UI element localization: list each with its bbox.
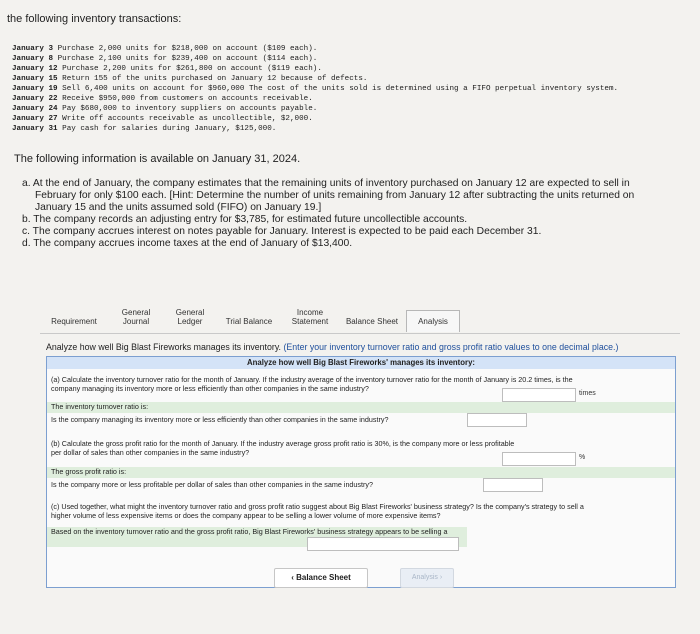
question-c: (c) Used together, what might the inventory turnover ratio and gross profit ratio suggest about Big Blast Fireworks' business strategy? Is the company's strategy to sell a higher volume of less expensive items or does the company appear to be selling a lower volume of more expensive items? <box>51 502 584 520</box>
turnover-ratio-label: The inventory turnover ratio is: <box>47 402 675 413</box>
gross-profit-ratio-label: The gross profit ratio is: <box>47 467 675 478</box>
transaction-text: Sell 6,400 units on account for $960,000 The cost of the units sold is determined using a FIFO perpetual inventory system. <box>62 85 619 93</box>
transaction-item <box>12 124 652 134</box>
chevron-left-icon: ‹ <box>291 573 294 582</box>
requirement-line: January 15 and the units assumed sold (FIFO) on January 19.] <box>35 202 322 213</box>
transaction-item <box>12 104 652 114</box>
transaction-text: Purchase 2,100 units for $239,400 on account ($114 each). <box>57 55 318 63</box>
instruction-main: Analyze how well Big Blast Fireworks manages its inventory. <box>46 342 282 352</box>
tab-general-ledger[interactable]: General Ledger <box>175 308 205 326</box>
strategy-select[interactable] <box>307 537 459 551</box>
requirement-line: d. The company accrues income taxes at the end of January of $13,400. <box>22 238 353 249</box>
prev-button-label: Balance Sheet <box>296 573 351 582</box>
transaction-date: January 3 <box>12 45 54 53</box>
next-analysis-button[interactable] <box>400 568 454 588</box>
strategy-answer-label: Based on the inventory turnover ratio and the gross profit ratio, Big Blast Fireworks' business strategy appears to be selling a <box>47 527 467 547</box>
requirements-list <box>22 178 672 250</box>
table-header: Analyze how well Big Blast Fireworks' manages its inventory: <box>47 357 675 369</box>
analysis-panel <box>40 333 680 629</box>
question-a: (a) Calculate the inventory turnover ratio for the month of January. If the industry average of the inventory turnover ratio for the month of January is 20.2 times, is the company managing its inventory more or less efficiently than other companies in the same industry? <box>51 375 573 393</box>
tab-requirement[interactable]: Requirement <box>51 317 97 326</box>
transaction-text: Purchase 2,200 units for $261,800 on account ($119 each). <box>62 65 322 73</box>
transaction-item <box>12 44 652 54</box>
tab-analysis[interactable]: Analysis <box>406 310 460 332</box>
transaction-item <box>12 94 652 104</box>
transaction-item <box>12 74 652 84</box>
transaction-item <box>12 64 652 74</box>
transaction-date: January 12 <box>12 65 58 73</box>
tab-trial-balance[interactable]: Trial Balance <box>225 317 273 326</box>
transaction-date: January 31 <box>12 125 58 133</box>
requirement-line: c. The company accrues interest on notes payable for January. Interest is expected to be paid each December 31. <box>22 226 542 237</box>
transaction-date: January 19 <box>12 85 58 93</box>
transaction-date: January 27 <box>12 115 58 123</box>
analysis-table <box>46 356 676 588</box>
requirement-line: a. At the end of January, the company estimates that the remaining units of inventory purchased on January 12 are expected to sell in <box>22 178 630 189</box>
profitability-select[interactable] <box>483 478 543 492</box>
turnover-ratio-input[interactable] <box>502 388 576 402</box>
instruction-hint: (Enter your inventory turnover ratio and gross profit ratio values to one decimal place.) <box>283 342 619 352</box>
percent-unit: % <box>579 454 586 461</box>
gross-profit-ratio-input[interactable] <box>502 452 576 466</box>
transaction-text: Write off accounts receivable as uncollectible, $2,000. <box>62 115 313 123</box>
transaction-item <box>12 84 652 94</box>
prev-balance-sheet-button[interactable] <box>274 568 368 588</box>
times-unit: times <box>579 390 596 397</box>
chevron-right-icon: › <box>439 574 443 581</box>
tab-balance-sheet[interactable]: Balance Sheet <box>345 317 399 326</box>
transaction-text: Return 155 of the units purchased on January 12 because of defects. <box>62 75 368 83</box>
transaction-date: January 22 <box>12 95 58 103</box>
efficiency-question: Is the company managing its inventory more or less efficiently than other companies in the same industry? <box>51 415 389 424</box>
transaction-text: Purchase 2,000 units for $218,000 on account ($109 each). <box>57 45 318 53</box>
info-line: The following information is available on January 31, 2024. <box>14 153 301 165</box>
transaction-date: January 8 <box>12 55 54 63</box>
requirement-line: February for only $100 each. [Hint: Determine the number of units remaining from January 12 after subtracting the units returned on <box>35 190 635 201</box>
requirement-line: b. The company records an adjusting entry for $3,785, for estimated future uncollectible accounts. <box>22 214 468 225</box>
transaction-text: Pay $680,000 to inventory suppliers on accounts payable. <box>62 105 318 113</box>
transaction-text: Pay cash for salaries during January, $125,000. <box>62 125 277 133</box>
tab-bar <box>40 296 460 332</box>
profitability-question: Is the company more or less profitable per dollar of sales than other companies in the same industry? <box>51 480 374 489</box>
instruction <box>46 342 618 352</box>
transaction-text: Receive $950,000 from customers on accounts receivable. <box>62 95 313 103</box>
transaction-date: January 15 <box>12 75 58 83</box>
transaction-item <box>12 114 652 124</box>
transaction-item <box>12 54 652 64</box>
tab-income-statement[interactable]: Income Statement <box>291 308 329 326</box>
intro-text: the following inventory transactions: <box>7 13 182 25</box>
next-button-label: Analysis <box>411 574 438 581</box>
tab-general-journal[interactable]: General Journal <box>121 308 151 326</box>
transaction-date: January 24 <box>12 105 58 113</box>
question-b: (b) Calculate the gross profit ratio for the month of January. If the industry average gross profit ratio is 30%, is the company more or less profitable per dollar of sales than other companies in the same industry? <box>51 439 515 457</box>
efficiency-select[interactable] <box>467 413 527 427</box>
transaction-list <box>12 44 652 134</box>
